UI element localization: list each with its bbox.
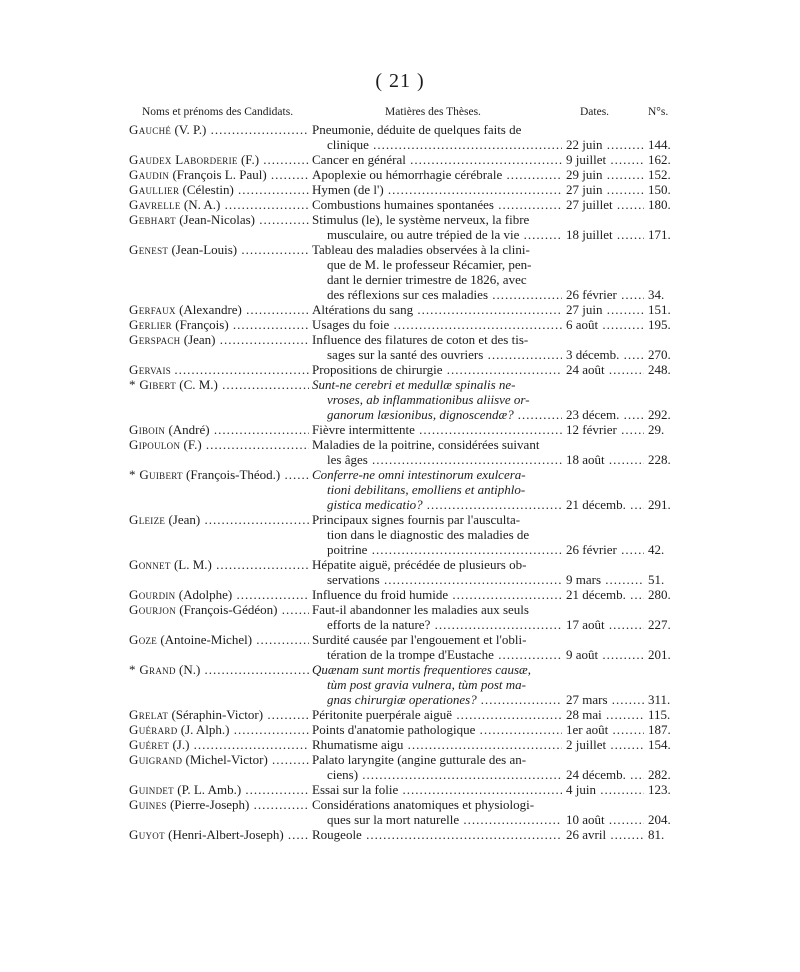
thesis-number: 248. bbox=[648, 362, 671, 377]
thesis-subject: ganorum læsionibus, dignoscendæ? ..... bbox=[327, 407, 562, 422]
candidate-given: (André) ..... bbox=[168, 422, 309, 437]
entry-line bbox=[0, 812, 800, 827]
candidate-surname: Guines bbox=[129, 797, 167, 812]
candidate-surname: Grelat bbox=[129, 707, 169, 722]
candidate-name bbox=[129, 467, 309, 482]
entry-line bbox=[0, 542, 800, 557]
entry-line bbox=[0, 422, 800, 437]
candidate-surname: Gerspach bbox=[129, 332, 181, 347]
candidate-name bbox=[129, 512, 309, 527]
thesis-date: 9 août ..... bbox=[566, 647, 644, 662]
thesis-entry bbox=[0, 197, 800, 212]
candidate-given: (Séraphin-Victor) ..... bbox=[171, 707, 309, 722]
entry-line bbox=[0, 452, 800, 467]
thesis-number: 311. bbox=[648, 692, 671, 707]
candidate-name bbox=[129, 422, 309, 437]
thesis-subject: Cancer en général ..... bbox=[312, 152, 562, 167]
candidate-surname: Guéret bbox=[129, 737, 170, 752]
thesis-date: 10 août ..... bbox=[566, 812, 644, 827]
candidate-given: (N. A.) ..... bbox=[184, 197, 309, 212]
entry-line bbox=[0, 152, 800, 167]
entry-line bbox=[0, 437, 800, 452]
thesis-subject: Propositions de chirurgie ..... bbox=[312, 362, 562, 377]
thesis-subject: tération de la trompe d'Eustache ..... bbox=[327, 647, 562, 662]
thesis-subject: tùm post gravia vulnera, tùm post ma- bbox=[327, 677, 526, 692]
thesis-subject: Rougeole ..... bbox=[312, 827, 562, 842]
thesis-subject: musculaire, ou autre trépied de la vie ..... bbox=[327, 227, 562, 242]
thesis-entry bbox=[0, 722, 800, 737]
entry-line bbox=[0, 557, 800, 572]
entry-line bbox=[0, 497, 800, 512]
candidate-given: (François L. Paul) ..... bbox=[172, 167, 309, 182]
entry-line bbox=[0, 242, 800, 257]
thesis-entry bbox=[0, 602, 800, 632]
candidate-surname: Gauché bbox=[129, 122, 172, 137]
thesis-entry bbox=[0, 122, 800, 152]
thesis-subject: les âges ..... bbox=[327, 452, 562, 467]
thesis-number: 162. bbox=[648, 152, 671, 167]
thesis-entry bbox=[0, 332, 800, 362]
thesis-date: 27 juillet ..... bbox=[566, 197, 644, 212]
entry-line bbox=[0, 632, 800, 647]
candidate-given: (C. M.) ..... bbox=[179, 377, 309, 392]
thesis-entry bbox=[0, 167, 800, 182]
page-number: ( 21 ) bbox=[375, 70, 425, 92]
candidate-surname: Guyot bbox=[129, 827, 165, 842]
entry-line bbox=[0, 482, 800, 497]
entry-line bbox=[0, 212, 800, 227]
thesis-number: 151. bbox=[648, 302, 671, 317]
entry-line bbox=[0, 602, 800, 617]
entry-line bbox=[0, 362, 800, 377]
thesis-entry bbox=[0, 362, 800, 377]
thesis-entry bbox=[0, 152, 800, 167]
candidate-surname: Guindet bbox=[129, 782, 174, 797]
thesis-date: 9 mars ..... bbox=[566, 572, 644, 587]
thesis-date: 21 décemb. ..... bbox=[566, 497, 644, 512]
thesis-number: 42. bbox=[648, 542, 665, 557]
candidate-name bbox=[129, 332, 309, 347]
thesis-date: 21 décemb. ..... bbox=[566, 587, 644, 602]
thesis-entry bbox=[0, 557, 800, 587]
thesis-number: 280. bbox=[648, 587, 671, 602]
thesis-entry bbox=[0, 737, 800, 752]
thesis-date: 4 juin ..... bbox=[566, 782, 644, 797]
thesis-subject: ques sur la mort naturelle ..... bbox=[327, 812, 562, 827]
thesis-subject: Sunt-ne cerebri et medullæ spinalis ne- bbox=[312, 377, 516, 392]
candidate-given: (Alexandre) ..... bbox=[179, 302, 309, 317]
candidate-name bbox=[129, 242, 309, 257]
thesis-number: 152. bbox=[648, 167, 671, 182]
candidate-surname: Guigrand bbox=[129, 752, 183, 767]
header-names: Noms et prénoms des Candidats. bbox=[142, 106, 294, 118]
candidate-given: (Jean) ..... bbox=[168, 512, 309, 527]
candidate-name bbox=[129, 167, 309, 182]
thesis-subject: efforts de la nature? ..... bbox=[327, 617, 562, 632]
thesis-date: 17 août ..... bbox=[566, 617, 644, 632]
thesis-number: 115. bbox=[648, 707, 671, 722]
entry-line bbox=[0, 797, 800, 812]
thesis-date: 26 avril ..... bbox=[566, 827, 644, 842]
candidate-surname: Gebhart bbox=[129, 212, 176, 227]
candidate-surname: Guérard bbox=[129, 722, 178, 737]
thesis-subject: Considérations anatomiques et physiologi- bbox=[312, 797, 535, 812]
thesis-date: 9 juillet ..... bbox=[566, 152, 644, 167]
candidate-surname: Gaudin bbox=[129, 167, 170, 182]
candidate-given: (Pierre-Joseph) ..... bbox=[170, 797, 309, 812]
thesis-entry bbox=[0, 302, 800, 317]
entry-line bbox=[0, 287, 800, 302]
entry-line bbox=[0, 227, 800, 242]
candidate-given: (J.) ..... bbox=[172, 737, 309, 752]
thesis-subject: Essai sur la folie ..... bbox=[312, 782, 562, 797]
candidate-given: (Adolphe) ..... bbox=[179, 587, 309, 602]
candidate-surname: Goze bbox=[129, 632, 158, 647]
entry-line bbox=[0, 167, 800, 182]
thesis-subject: poitrine ..... bbox=[327, 542, 562, 557]
thesis-number: 282. bbox=[648, 767, 671, 782]
thesis-number: 270. bbox=[648, 347, 671, 362]
candidate-name bbox=[129, 152, 309, 167]
candidate-name bbox=[129, 707, 309, 722]
thesis-entry bbox=[0, 377, 800, 422]
candidate-name bbox=[129, 722, 309, 737]
thesis-subject: Rhumatisme aigu ..... bbox=[312, 737, 562, 752]
thesis-subject: Altérations du sang ..... bbox=[312, 302, 562, 317]
candidate-name bbox=[129, 182, 309, 197]
candidate-surname: Gonnet bbox=[129, 557, 171, 572]
thesis-entry bbox=[0, 662, 800, 707]
entry-line bbox=[0, 647, 800, 662]
thesis-number: 29. bbox=[648, 422, 665, 437]
thesis-number: 187. bbox=[648, 722, 671, 737]
candidate-given bbox=[174, 362, 309, 377]
thesis-subject: des réflexions sur ces maladies ..... bbox=[327, 287, 562, 302]
candidate-name bbox=[129, 602, 309, 617]
candidate-name bbox=[129, 557, 309, 572]
candidate-surname: Gaullier bbox=[129, 182, 180, 197]
thesis-subject: Conferre-ne omni intestinorum exulcera- bbox=[312, 467, 526, 482]
thesis-date: 1er août ..... bbox=[566, 722, 644, 737]
thesis-date: 23 décem. ..... bbox=[566, 407, 644, 422]
entry-line bbox=[0, 347, 800, 362]
thesis-subject: Influence du froid humide ..... bbox=[312, 587, 562, 602]
thesis-number: 291. bbox=[648, 497, 671, 512]
entry-line bbox=[0, 767, 800, 782]
entry-line bbox=[0, 752, 800, 767]
thesis-subject: Combustions humaines spontanées ..... bbox=[312, 197, 562, 212]
entry-line bbox=[0, 572, 800, 587]
thesis-subject: Influence des filatures de coton et des tis- bbox=[312, 332, 529, 347]
thesis-subject: Quænam sunt mortis frequentiores causæ, bbox=[312, 662, 531, 677]
entry-line bbox=[0, 827, 800, 842]
candidate-given: (Jean-Louis) ..... bbox=[171, 242, 309, 257]
thesis-number: 227. bbox=[648, 617, 671, 632]
thesis-subject: Maladies de la poitrine, considérées suivant bbox=[312, 437, 540, 452]
entry-line bbox=[0, 662, 800, 677]
thesis-entry bbox=[0, 587, 800, 602]
candidate-given: (François) ..... bbox=[175, 317, 309, 332]
candidate-given: (François-Gédéon) ..... bbox=[179, 602, 309, 617]
thesis-subject: Points d'anatomie pathologique ..... bbox=[312, 722, 562, 737]
thesis-number: 51. bbox=[648, 572, 665, 587]
entry-line bbox=[0, 407, 800, 422]
candidate-name bbox=[129, 377, 309, 392]
thesis-entry bbox=[0, 242, 800, 302]
candidate-given: (Antoine-Michel) ..... bbox=[160, 632, 309, 647]
header-date: Dates. bbox=[580, 106, 610, 118]
entry-line bbox=[0, 587, 800, 602]
entry-line bbox=[0, 122, 800, 137]
entry-line bbox=[0, 692, 800, 707]
thesis-entry bbox=[0, 182, 800, 197]
candidate-given: (Jean) ..... bbox=[184, 332, 309, 347]
thesis-subject: Surdité causée par l'engouement et l'obli- bbox=[312, 632, 527, 647]
candidate-given: (Célestin) ..... bbox=[183, 182, 309, 197]
entry-line bbox=[0, 467, 800, 482]
candidate-name bbox=[129, 197, 309, 212]
candidate-surname: Gerfaux bbox=[129, 302, 176, 317]
candidate-surname: Gavrelle bbox=[129, 197, 181, 212]
candidate-given: (Jean-Nicolas) ..... bbox=[179, 212, 309, 227]
thesis-date: 26 février ..... bbox=[566, 542, 644, 557]
candidate-name bbox=[129, 437, 309, 452]
thesis-entry bbox=[0, 752, 800, 782]
thesis-number: 204. bbox=[648, 812, 671, 827]
thesis-date: 24 août ..... bbox=[566, 362, 644, 377]
candidate-name bbox=[129, 782, 309, 797]
thesis-number: 228. bbox=[648, 452, 671, 467]
thesis-number: 201. bbox=[648, 647, 671, 662]
entry-line bbox=[0, 332, 800, 347]
candidate-name bbox=[129, 302, 309, 317]
thesis-subject: sages sur la santé des ouvriers ..... bbox=[327, 347, 562, 362]
thesis-number: 180. bbox=[648, 197, 671, 212]
candidate-surname: * Grand bbox=[129, 662, 176, 677]
thesis-subject: servations ..... bbox=[327, 572, 562, 587]
thesis-entry bbox=[0, 212, 800, 242]
thesis-entry bbox=[0, 827, 800, 842]
thesis-subject: vroses, ab inflammationibus aliisve or- bbox=[327, 392, 530, 407]
entry-line bbox=[0, 512, 800, 527]
thesis-subject: Fièvre intermittente ..... bbox=[312, 422, 562, 437]
candidate-given: (P. L. Amb.) ..... bbox=[177, 782, 309, 797]
thesis-entry bbox=[0, 422, 800, 437]
thesis-subject: que de M. le professeur Récamier, pen- bbox=[327, 257, 532, 272]
thesis-date: 24 décemb. ..... bbox=[566, 767, 644, 782]
thesis-date: 26 février ..... bbox=[566, 287, 644, 302]
thesis-subject: Tableau des maladies observées à la clini- bbox=[312, 242, 530, 257]
candidate-surname: Gourdin bbox=[129, 587, 176, 602]
thesis-number: 195. bbox=[648, 317, 671, 332]
thesis-subject: Stimulus (le), le système nerveux, la fibre bbox=[312, 212, 530, 227]
candidate-surname: * Gibert bbox=[129, 377, 176, 392]
entry-line bbox=[0, 272, 800, 287]
thesis-subject: gistica medicatio? ..... bbox=[327, 497, 562, 512]
entry-line bbox=[0, 527, 800, 542]
thesis-date: 2 juillet ..... bbox=[566, 737, 644, 752]
candidate-name bbox=[129, 587, 309, 602]
candidate-given: (L. M.) ..... bbox=[174, 557, 309, 572]
candidate-surname: Gourjon bbox=[129, 602, 176, 617]
entry-line bbox=[0, 677, 800, 692]
thesis-date: 6 août ..... bbox=[566, 317, 644, 332]
candidate-surname: Gervais bbox=[129, 362, 172, 377]
thesis-subject: Palato laryngite (angine gutturale des an- bbox=[312, 752, 527, 767]
thesis-entry bbox=[0, 707, 800, 722]
thesis-date: 18 août ..... bbox=[566, 452, 644, 467]
thesis-date: 27 juin ..... bbox=[566, 182, 644, 197]
thesis-date: 12 février ..... bbox=[566, 422, 644, 437]
candidate-name bbox=[129, 662, 309, 677]
thesis-number: 144. bbox=[648, 137, 671, 152]
thesis-entry bbox=[0, 467, 800, 512]
thesis-subject: Hépatite aiguë, précédée de plusieurs ob- bbox=[312, 557, 527, 572]
thesis-date: 22 juin ..... bbox=[566, 137, 644, 152]
entry-line bbox=[0, 722, 800, 737]
entry-line bbox=[0, 317, 800, 332]
thesis-list bbox=[0, 122, 800, 842]
thesis-subject: Apoplexie ou hémorrhagie cérébrale ..... bbox=[312, 167, 562, 182]
candidate-surname: Gaudex Laborderie bbox=[129, 152, 238, 167]
entry-line bbox=[0, 782, 800, 797]
thesis-entry bbox=[0, 317, 800, 332]
candidate-given: (F.) ..... bbox=[184, 437, 309, 452]
candidate-name bbox=[129, 362, 309, 377]
entry-line bbox=[0, 197, 800, 212]
thesis-subject: Pneumonie, déduite de quelques faits de bbox=[312, 122, 522, 137]
candidate-name bbox=[129, 752, 309, 767]
thesis-subject: Principaux signes fournis par l'ausculta- bbox=[312, 512, 521, 527]
entry-line bbox=[0, 392, 800, 407]
thesis-entry bbox=[0, 797, 800, 827]
candidate-given: (F.) ..... bbox=[241, 152, 309, 167]
thesis-subject: tioni debilitans, emolliens et antiphlo- bbox=[327, 482, 526, 497]
thesis-subject: Péritonite puerpérale aiguë ..... bbox=[312, 707, 562, 722]
thesis-subject: gnas chirurgiæ operationes? ..... bbox=[327, 692, 562, 707]
thesis-subject: clinique ..... bbox=[327, 137, 562, 152]
header-subject: Matières des Thèses. bbox=[385, 106, 481, 118]
thesis-subject: ciens) ..... bbox=[327, 767, 562, 782]
candidate-surname: Giboin bbox=[129, 422, 166, 437]
thesis-subject: Faut-il abandonner les maladies aux seuls bbox=[312, 602, 529, 617]
candidate-surname: * Guibert bbox=[129, 467, 183, 482]
thesis-entry bbox=[0, 782, 800, 797]
entry-line bbox=[0, 257, 800, 272]
thesis-date: 29 juin ..... bbox=[566, 167, 644, 182]
thesis-entry bbox=[0, 632, 800, 662]
candidate-name bbox=[129, 317, 309, 332]
thesis-date: 28 mai ..... bbox=[566, 707, 644, 722]
thesis-date: 27 juin ..... bbox=[566, 302, 644, 317]
thesis-subject: dant le dernier trimestre de 1826, avec bbox=[327, 272, 527, 287]
thesis-entry bbox=[0, 437, 800, 467]
candidate-name bbox=[129, 737, 309, 752]
candidate-given: (J. Alph.) ..... bbox=[181, 722, 309, 737]
candidate-name bbox=[129, 122, 309, 137]
thesis-number: 34. bbox=[648, 287, 665, 302]
candidate-given: (François-Théod.) ..... bbox=[186, 467, 309, 482]
thesis-number: 154. bbox=[648, 737, 671, 752]
thesis-entry bbox=[0, 512, 800, 557]
thesis-date: 18 juillet ..... bbox=[566, 227, 644, 242]
entry-line bbox=[0, 377, 800, 392]
candidate-name bbox=[129, 797, 309, 812]
header-number: N°s. bbox=[648, 106, 669, 118]
thesis-subject: tion dans le diagnostic des maladies de bbox=[327, 527, 530, 542]
candidate-given: (V. P.) ..... bbox=[174, 122, 309, 137]
thesis-subject: Hymen (de l') ..... bbox=[312, 182, 562, 197]
entry-line bbox=[0, 182, 800, 197]
thesis-number: 171. bbox=[648, 227, 671, 242]
candidate-given: (N.) ..... bbox=[179, 662, 309, 677]
entry-line bbox=[0, 302, 800, 317]
entry-line bbox=[0, 137, 800, 152]
candidate-given: (Henri-Albert-Joseph) ..... bbox=[168, 827, 309, 842]
thesis-number: 150. bbox=[648, 182, 671, 197]
thesis-date: 3 décemb. ..... bbox=[566, 347, 644, 362]
thesis-number: 81. bbox=[648, 827, 665, 842]
candidate-surname: Gerlier bbox=[129, 317, 172, 332]
entry-line bbox=[0, 707, 800, 722]
candidate-given: (Michel-Victor) ..... bbox=[186, 752, 309, 767]
candidate-surname: Gleize bbox=[129, 512, 166, 527]
candidate-name bbox=[129, 827, 309, 842]
thesis-date: 27 mars ..... bbox=[566, 692, 644, 707]
thesis-subject: Usages du foie ..... bbox=[312, 317, 562, 332]
candidate-name bbox=[129, 212, 309, 227]
thesis-number: 292. bbox=[648, 407, 671, 422]
entry-line bbox=[0, 617, 800, 632]
candidate-name bbox=[129, 632, 309, 647]
candidate-surname: Gipoulon bbox=[129, 437, 181, 452]
thesis-number: 123. bbox=[648, 782, 671, 797]
entry-line bbox=[0, 737, 800, 752]
candidate-surname: Genest bbox=[129, 242, 169, 257]
